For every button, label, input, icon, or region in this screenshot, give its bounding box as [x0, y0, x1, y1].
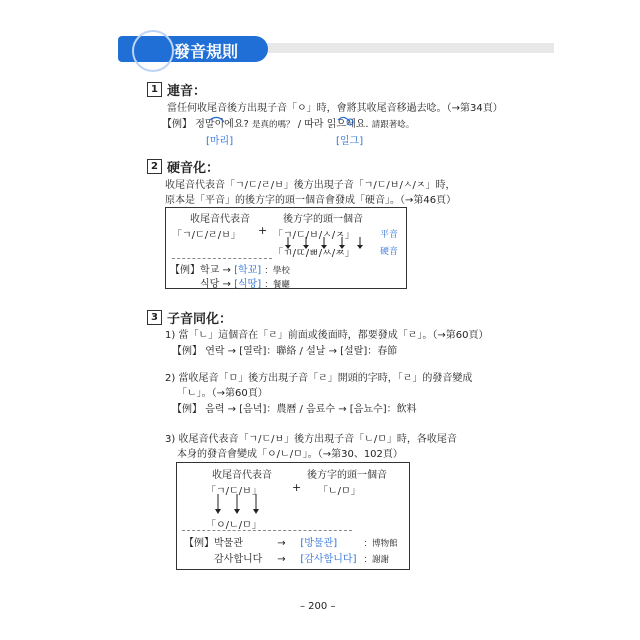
head-left: 收尾音代表音	[212, 470, 272, 481]
result-set: 「ㅇ/ㄴ/ㅁ」	[206, 520, 262, 531]
example-ko-1: 정말이에요?	[195, 119, 249, 130]
tense-set: 「ㄲ/ㄸ/ㅃ/ㅆ/ㅉ」	[273, 248, 355, 259]
section-number: 2	[147, 159, 162, 174]
plain-set: 「ㄱ/ㄷ/ㅂ/ㅅ/ㅈ」	[273, 230, 355, 241]
example-word: 학교 →	[200, 265, 231, 276]
example-pron: [학꾜]	[234, 265, 262, 276]
example-row-1	[200, 261, 290, 276]
plus-sign: +	[258, 224, 268, 237]
example-pron: [방물관]	[300, 538, 338, 549]
example-zh-1: 是真的嗎？	[251, 120, 295, 130]
plus-sign: +	[292, 481, 302, 494]
example-meaning: ：學校	[264, 266, 290, 276]
left-set: 「ㄱ/ㄷ/ㅂ」	[206, 486, 262, 497]
point-2a: 2) 當收尾音「ㅁ」後方出現子音「ㄹ」開頭的字時，「ㄹ」的發音變成	[165, 373, 473, 384]
example-zh-2: 請跟著唸。	[371, 120, 415, 130]
header-bar	[118, 36, 554, 62]
header-gray-strip	[248, 43, 554, 53]
plain-label: 平音	[380, 230, 399, 240]
example-meaning: ：謝謝	[363, 555, 390, 565]
assimilation-arrows	[210, 493, 270, 515]
point-3b: 本身的發音會變成「ㅇ/ㄴ/ㅁ」。（→第30、102頁）	[177, 449, 403, 460]
point-3a: 3) 收尾音代表音「ㄱ/ㄷ/ㅂ」後方出現子音「ㄴ/ㅁ」時，各收尾音	[165, 434, 457, 445]
example-word: 식당 →	[200, 279, 231, 290]
header-circle-decoration	[132, 30, 174, 72]
right-set: 「ㄴ/ㅁ」	[318, 486, 361, 497]
section-2-desc-1: 收尾音代表音「ㄱ/ㄷ/ㄹ/ㅂ」後方出現子音「ㄱ/ㄷ/ㅂ/ㅅ/ㅈ」時，	[165, 180, 456, 191]
page-number: – 200 –	[300, 601, 336, 612]
section-2-heading	[147, 157, 219, 176]
section-title: 子音同化：	[167, 312, 233, 327]
point-1-example	[172, 342, 397, 357]
example-label: 【例】	[170, 265, 200, 276]
example-text: 연락 → [열락]：聯絡 / 설날 → [설랄]：春節	[205, 346, 398, 357]
page-title: 發音規則	[174, 42, 239, 61]
point-1: 1) 當「ㄴ」這個音在「ㄹ」前面或後面時，都要發成「ㄹ」。（→第60頁）	[165, 330, 489, 341]
example-row-1	[214, 534, 398, 549]
point-2-example	[172, 400, 417, 415]
section-1-heading	[147, 80, 206, 99]
example-meaning: ：餐廳	[264, 280, 290, 290]
pron-2: [일그]	[336, 136, 364, 147]
section-title: 連音：	[167, 84, 207, 99]
example-ko-2: 따라 읽으세요.	[304, 119, 369, 130]
example-row-2	[200, 275, 290, 290]
example-label: 【例】	[172, 404, 202, 415]
left-set: 「ㄱ/ㄷ/ㄹ/ㅂ」	[172, 230, 241, 241]
dashed-divider	[172, 258, 272, 259]
example-separator: /	[297, 119, 302, 130]
example-label: 【例】	[162, 119, 192, 130]
example-word: 감사합니다	[214, 554, 263, 565]
head-right: 後方字的頭一個音	[307, 470, 387, 481]
section-3-heading	[147, 308, 232, 327]
example-text: 음력 → [음녁]：農曆 / 음료수 → [음뇨수]：飲料	[205, 404, 417, 415]
dashed-divider	[182, 530, 352, 531]
tense-label: 硬音	[380, 247, 399, 257]
example-pron: [감사함니다]	[300, 554, 357, 565]
linking-arrow-1	[210, 117, 224, 122]
section-2-desc-2: 原本是「平音」的後方字的頭一個音會發成「硬音」。（→第46頁）	[165, 195, 457, 206]
point-2b: 「ㄴ」。（→第60頁）	[177, 388, 268, 399]
section-title: 硬音化：	[167, 161, 220, 176]
section-1-desc: 當任何收尾音後方出現子音「ㅇ」時，會將其收尾音移過去唸。（→第34頁）	[167, 103, 503, 114]
example-meaning: ：博物館	[363, 539, 398, 549]
example-row-2	[214, 550, 394, 565]
example-arrow: →	[277, 554, 286, 565]
example-label: 【例】	[184, 538, 214, 549]
example-pron: [식땅]	[234, 279, 262, 290]
head-right: 後方字的頭一個音	[283, 214, 363, 225]
head-left: 收尾音代表音	[190, 214, 250, 225]
section-number: 1	[147, 82, 162, 97]
example-label: 【例】	[172, 346, 202, 357]
linking-arrows	[200, 112, 360, 132]
example-word: 박물관	[214, 538, 243, 549]
pron-1: [마리]	[206, 136, 234, 147]
section-number: 3	[147, 310, 162, 325]
example-arrow: →	[277, 538, 286, 549]
